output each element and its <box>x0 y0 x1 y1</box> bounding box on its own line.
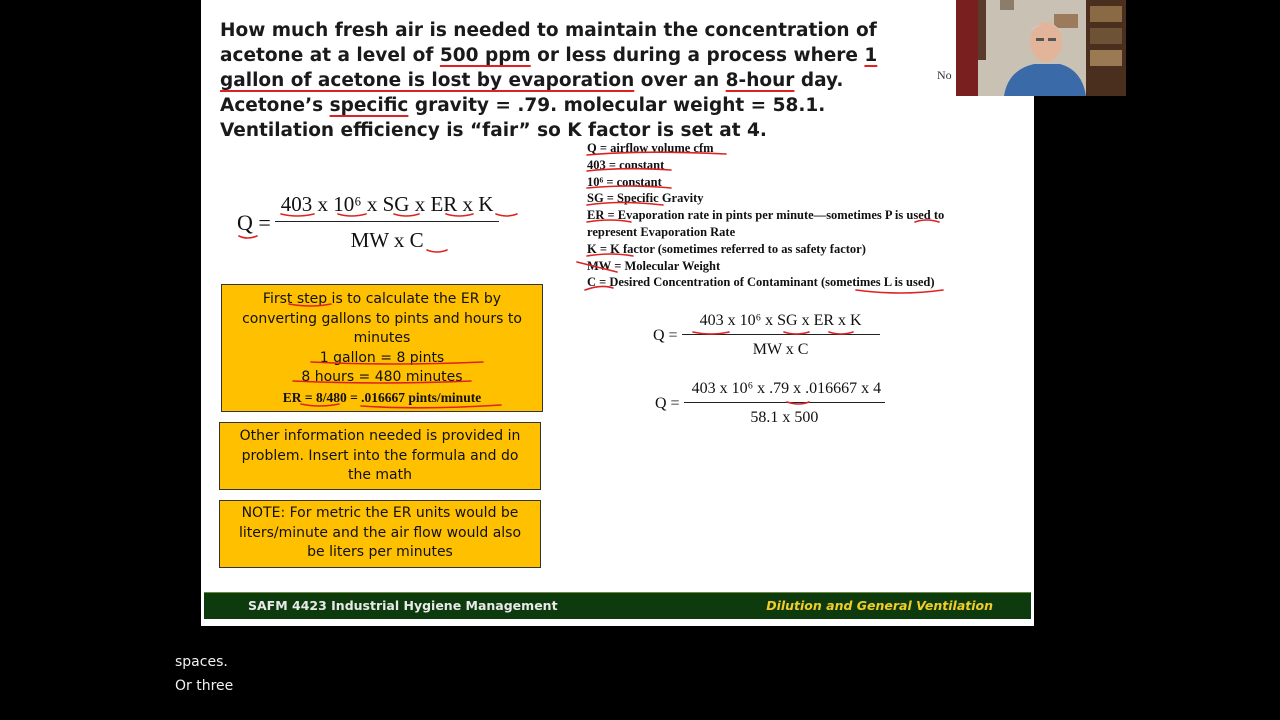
info-box <box>219 422 541 490</box>
step-box-hours: 8 hours = 480 minutes <box>301 369 463 385</box>
definition-er-cont: represent Evaporation Rate <box>587 224 736 239</box>
generic-formula-numerator: 403 x 10⁶ x SG x ER x K <box>682 312 880 335</box>
definition-k: K = K factor (sometimes referred to as safety factor) <box>587 241 866 256</box>
slide <box>201 0 1034 626</box>
footer-course: SAFM 4423 Industrial Hygiene Management <box>248 598 558 613</box>
webcam-video <box>956 0 1126 96</box>
footer-topic: Dilution and General Ventilation <box>766 598 993 613</box>
note-box-text: NOTE: For metric the ER units would be liters/minute and the air flow would also be liters per minutes <box>238 505 522 560</box>
slide-footer <box>204 592 1031 619</box>
definition-sg: SG = Specific Gravity <box>587 191 704 206</box>
definition-q: Q = airflow volume cfm <box>587 141 714 155</box>
values-formula-numerator: 403 x 10⁶ x .79 x .016667 x 4 <box>684 380 886 403</box>
definition-403: 403 = constant <box>587 157 665 172</box>
step-box-gallons: 1 gallon = 8 pints <box>319 349 445 366</box>
definition-mw: MW = Molecular Weight <box>587 258 721 273</box>
annotated-8hour: 8-hour <box>725 70 795 91</box>
definitions-list <box>587 140 1007 291</box>
values-formula-lhs: Q = <box>655 394 680 412</box>
generic-formula-denominator: MW x C <box>752 341 809 358</box>
annotated-gallon: 1 gallon of acetone is lost by evaporation <box>220 45 878 91</box>
step-box-er: ER = 8/480 = .016667 pints/minute <box>282 389 482 405</box>
main-formula <box>237 192 499 253</box>
caption-line-2: Or three <box>175 678 234 694</box>
step-box <box>221 284 543 412</box>
formula-denominator: MW x C <box>350 228 424 252</box>
step-box-intro: First step is to calculate the ER by converting gallons to pints and hours to minutes <box>242 291 522 346</box>
caption-line-1: spaces. <box>175 654 228 670</box>
definition-c: C = Desired Concentration of Contaminant (sometimes L is used) <box>587 275 935 290</box>
values-formula-denominator: 58.1 x 500 <box>750 409 819 426</box>
annotated-specific: specific <box>329 95 409 116</box>
annotated-500ppm: 500 ppm <box>439 45 531 66</box>
note-box <box>219 500 541 568</box>
generic-formula-lhs: Q = <box>653 326 678 344</box>
values-formula <box>655 380 885 427</box>
question-text: How much fresh air is needed to maintain the concentration of acetone at a level of 500 ppm or less during a process where 1 gallon of acetone is lost by evaporation over an 8-hour day. Acetone’s specific gravity = .79. molecular weight = 58.1. Ventilation efficiency is “fair” so K factor is set at 4. <box>220 20 878 141</box>
notes-tag: No <box>937 68 952 82</box>
definition-10-6: 10⁶ = constant <box>587 174 662 189</box>
info-box-text: Other information needed is provided in problem. Insert into the formula and do the math <box>239 428 521 483</box>
formula-lhs: Q = <box>237 209 271 235</box>
definition-er: ER = Evaporation rate in pints per minute—sometimes P is used to <box>587 208 945 223</box>
formula-numerator: 403 x 10⁶ x SG x ER x K <box>275 192 500 222</box>
generic-formula <box>653 312 880 359</box>
presenter-video-icon <box>956 0 1126 96</box>
